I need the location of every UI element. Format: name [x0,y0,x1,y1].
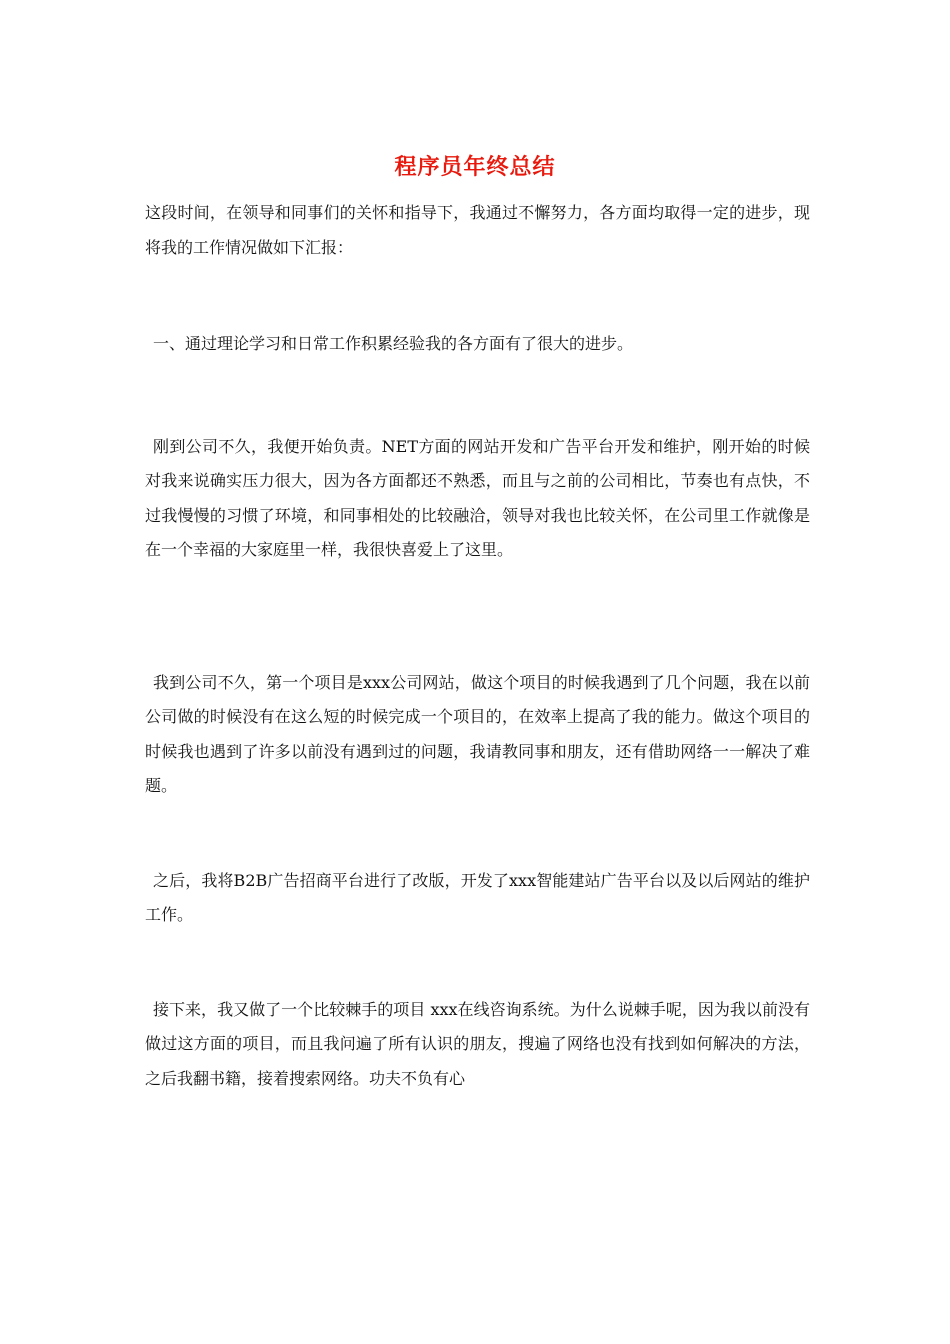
paragraph-body: 之后，我将B2B广告招商平台进行了改版，开发了xxx智能建站广告平台以及以后网站的维护工作。 [145,870,810,924]
paragraph-spacer [145,933,810,993]
paragraph-body: 我到公司不久，第一个项目是xxx公司网站，做这个项目的时候我遇到了几个问题，我在以前公司做的时候没有在这么短的时候完成一个项目的，在效率上提高了我的能力。做这个项目的时候我也遇到了许多以前没有遇到过的问题，我请教同事和朋友，还有借助网络一一解决了难题。 [145,672,810,795]
paragraph-spacer [145,362,810,430]
paragraph-intro: 这段时间，在领导和同事们的关怀和指导下，我通过不懈努力，各方面均取得一定的进步，现将我的工作情况做如下汇报： [145,203,810,257]
paragraph-body: 刚到公司不久，我便开始负责。NET方面的网站开发和广告平台开发和维护，刚开始的时候对我来说确实压力很大，因为各方面都还不熟悉，而且与之前的公司相比，节奏也有点快，不过我慢慢的习惯了环境，和同事相处的比较融洽，领导对我也比较关怀，在公司里工作就像是在一个幸福的大家庭里一样，我很快喜爱上了这里。 [145,436,810,559]
paragraph-body: 接下来，我又做了一个比较棘手的项目 xxx在线咨询系统。为什么说棘手呢，因为我以前没有做过这方面的项目，而且我问遍了所有认识的朋友，搜遍了网络也没有找到如何解决的方法，之后我翻书籍，接着搜索网络。功夫不负有心 [145,999,810,1088]
document-body [145,196,810,1096]
paragraph-section-heading: 一、通过理论学习和日常工作积累经验我的各方面有了很大的进步。 [153,334,634,353]
paragraph-spacer [145,568,810,666]
paragraph-spacer [145,265,810,327]
document-title: 程序员年终总结 [394,154,556,180]
paragraph-spacer [145,804,810,864]
